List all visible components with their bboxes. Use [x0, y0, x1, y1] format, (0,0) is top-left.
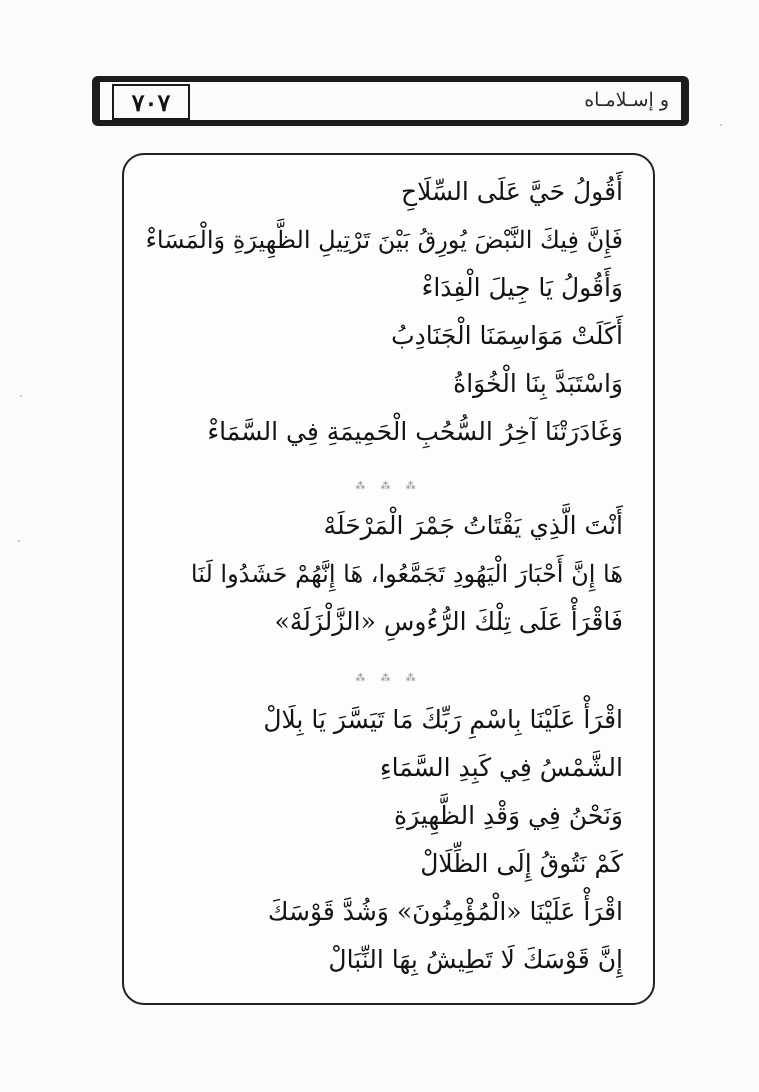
poem-line: وَنَحْنُ فِي وَقْدِ الظَّهِيرَةِ — [393, 801, 623, 830]
poem-line: أَكَلَتْ مَوَاسِمَنَا الْجَنَادِبُ — [391, 321, 623, 350]
page-header-inner — [100, 82, 681, 120]
stanza-2 — [146, 511, 623, 637]
poem-line: فَاقْرَأْ عَلَى تِلْكَ الرُّءُوسِ «الزَّلْزَلَهْ» — [274, 607, 623, 636]
poem-line: الشَّمْسُ فِي كَبِدِ السَّمَاءِ — [379, 753, 623, 782]
scan-speck — [18, 540, 20, 542]
page-number: ٧٠٧ — [112, 84, 190, 120]
scan-speck — [720, 124, 722, 126]
stanza-3 — [146, 705, 623, 975]
poem-line: إِنَّ قَوْسَكَ لَا تَطِيشُ بِهَا النِّبَالْ — [328, 945, 623, 974]
poem-line: وَغَادَرَتْنَا آخِرُ السُّحُبِ الْحَمِيمَةِ فِي السَّمَاءْ — [207, 417, 623, 446]
scan-speck — [20, 395, 22, 397]
stanza-separator: ⁂ ⁂ ⁂ — [355, 673, 422, 684]
poem-line: كَمْ نَتُوقُ إِلَى الظِّلَالْ — [420, 849, 623, 878]
page-header — [92, 76, 689, 126]
running-title: و إسـلامـاه — [584, 89, 669, 111]
poem-line: اقْرَأْ عَلَيْنَا «الْمُؤْمِنُونَ» وَشُدَّ قَوْسَكَ — [267, 897, 623, 926]
poem-line: أَنْتَ الَّذِي يَقْتَاتُ جَمْرَ الْمَرْحَلَهْ — [323, 511, 623, 540]
poem-line: وَأَقُولُ يَا جِيلَ الْفِدَاءْ — [421, 273, 623, 302]
poem-line: اقْرَأْ عَلَيْنَا بِاسْمِ رَبِّكَ مَا تَيَسَّرَ يَا بِلَالْ — [263, 705, 623, 734]
poem-line: فَإِنَّ فِيكَ النَّبْضَ يُورِقُ بَيْنَ تَرْتِيلِ الظَّهِيرَةِ وَالْمَسَاءْ — [145, 226, 623, 254]
poem-line: أَقُولُ حَيَّ عَلَى السِّلَاحِ — [400, 177, 623, 206]
stanza-1 — [146, 177, 623, 447]
poem-line: هَا إِنَّ أَحْبَارَ الْيَهُودِ تَجَمَّعُوا، هَا إِنَّهُمْ حَشَدُوا لَنَا — [190, 560, 623, 588]
stanza-separator: ⁂ ⁂ ⁂ — [355, 481, 422, 492]
poem-frame — [122, 153, 655, 1005]
poem-line: وَاسْتَبَدَّ بِنَا الْخُوَاةُ — [453, 369, 623, 398]
